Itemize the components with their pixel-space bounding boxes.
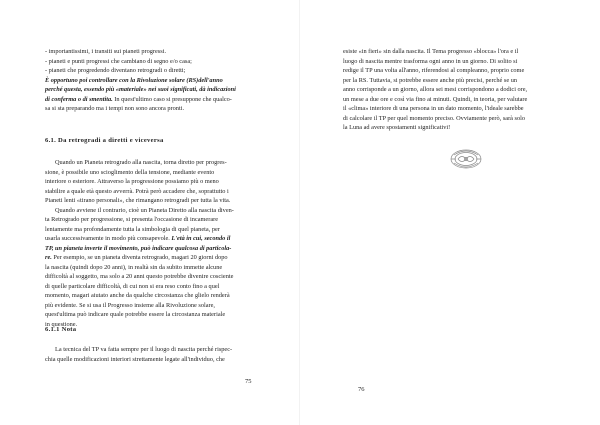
right-body [343,47,555,133]
paragraph-line: La tecnica del TP va fatta sempre per il luogo di nascita perché rispec- [55,346,233,353]
paragraph-line: sione, è possibile uno scioglimento della tensione, mediante evento [45,168,215,176]
paragraph-line: la Luna ad avere spostamenti significativi! [343,124,451,131]
paragraph-line: chia quelle modificazioni interiori strettamente legate all'individuo, che [45,355,225,363]
paragraph-line: di quelle particolare difficoltà, di cui non si era reso conto fino a quel [45,282,220,290]
bold-statement-line: TP, un pianeta inverte il movimento, può indicare qualcosa di particola- [45,244,232,252]
list-item: - pianeti e punti progressi che cambiano di segno e/o casa; [45,57,192,65]
paragraph-line: per la RS. Tuttavia, si potrebbe essere anche più precisi, perché se un [343,76,517,84]
page-number-left: 75 [245,378,252,385]
paragraph-line: ta Retrogrado per progressione, si presenta l'occasione di incamerare [45,216,219,223]
paragraph-line: sa si sta preparando ma i tempi non sono ancora pronti. [45,105,185,112]
paragraph-line: luogo di nascita mentre trasforma ogni anno in un giorno. Di solito si [343,57,518,65]
paragraph-line: quest'ultima può indicare quale potrebbe essere la circostanza materiale [45,311,226,318]
paragraph-line: Pianeti lenti «tirano personali», che rimangano retrogradi per tutta la vita. [45,197,231,204]
paragraph-line: la nascita (quindi dopo 20 anni), in realtà sin da subito immette alcune [45,263,223,271]
paragraph-line [45,234,257,244]
paragraph-line [45,253,257,263]
intro-list [45,47,257,114]
paragraph-line: in questione. [45,320,78,328]
paragraph-line [45,95,257,105]
paragraph-line: anno corrisponde a un giorno, allora sei mesi corrispondono a dodici ore, [343,86,528,93]
paragraph-line: un mese a due ore e così via fino ai minuti. Quindi, in teoria, per valutare [343,95,528,103]
paragraph-line: esiste «in fieri» sin dalla nascita. Il Tema progresso «blocca» l'ora e il [343,48,519,55]
sentence: usarla successivamente in modo più consapevole. [45,235,170,242]
statement-tail: In quest'ultimo caso si presuppone che qualco- [112,95,232,103]
paragraph-line: lentamente ma profondamente tutta la simbologia di quel pianeta, per [45,225,220,233]
bold-statement-end: re. [45,254,52,261]
paragraph-line: momento, magari aiutato anche da qualche circostanza che glielo renderà [45,292,230,299]
paragraph-line: stabilire a quale età questo avverrà. Potrà però accadere che, soprattutto i [45,187,229,195]
paragraph-line: di calcolare il TP per quel momento preciso. Ovviamente però, sarà solo [343,114,526,122]
page-number-right: 76 [358,386,365,393]
section-body [45,158,257,329]
sentence: Per esempio, se un pianeta diventa retrogrado, magari 20 giorni dopo [51,254,228,261]
right-page [300,0,600,425]
paragraph-line: più evidente. Se si usa il Progresso insieme alla Rivoluzione solare, [45,301,215,309]
ornament-icon [448,145,484,178]
subsection-heading-text: 6.1.1 Nota [45,326,77,333]
bold-statement-end: di conferma o di smentita. [45,95,113,103]
list-item: - importantissimi, i transiti sui pianeti progressi. [45,48,167,55]
paragraph-line: difficoltà al soggetto, ma solo a 20 anni questo potrebbe divenire cosciente [45,273,234,280]
section-heading: 6.1. Da retrogradi a diretti e viceversa [45,137,164,144]
subsection-heading [45,326,76,333]
bold-statement-line: È opportuno poi controllare con la Rivoluzione solare (RS)dell'anno [45,76,223,84]
bold-statement: L'età in cui, secondo il [169,235,231,242]
nota-body [45,345,257,364]
paragraph-line: interiore o esteriore. Attraverso la progressione possiamo più o meno [45,178,219,185]
paragraph-line: redige il TP una volta all'anno, riferendosi al compleanno, proprio come [343,67,525,74]
bold-statement-line: perché questa, essendo più «materiale» nei suoi significati, dà indicazioni [45,86,236,93]
list-item: - pianeti che progredendo diventano retrogradi o diretti; [45,67,186,74]
paragraph-line: Quando avviene il contrario, cioè un Pianeta Diretto alla nascita diven- [55,206,234,214]
paragraph-line: il «clima» interiore di una persona in un dato momento, l'ideale sarebbe [343,105,524,112]
paragraph-line: Quando un Pianeta retrogrado alla nascita, torna diretto per progres- [55,159,227,166]
